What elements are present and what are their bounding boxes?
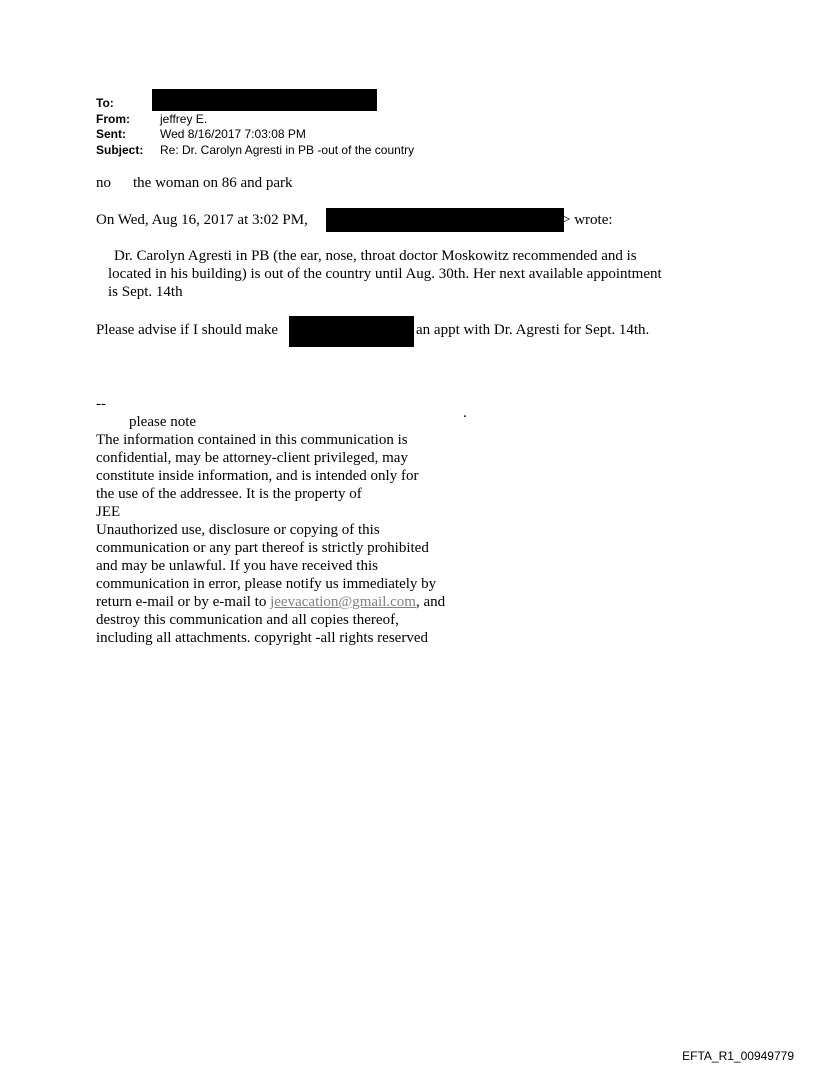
disclaimer-line: JEE bbox=[96, 504, 121, 520]
disclaimer-line: Unauthorized use, disclosure or copying of this bbox=[96, 522, 380, 538]
sent-value: Wed 8/16/2017 7:03:08 PM bbox=[160, 127, 306, 141]
subject-value: Re: Dr. Carolyn Agresti in PB -out of the country bbox=[160, 143, 415, 157]
quoted-line: Dr. Carolyn Agresti in PB (the ear, nose, throat doctor Moskowitz recommended and is bbox=[114, 248, 637, 264]
document-id: EFTA_R1_00949779 bbox=[682, 1049, 794, 1063]
quoted-line: located in his building) is out of the country until Aug. 30th. Her next available appointment bbox=[108, 266, 662, 282]
disclaimer-line: communication or any part thereof is strictly prohibited bbox=[96, 540, 429, 556]
sent-label: Sent: bbox=[96, 127, 126, 141]
disclaimer-line: including all attachments. copyright -all rights reserved bbox=[96, 630, 428, 646]
from-label: From: bbox=[96, 112, 130, 126]
signature-please-note: please note bbox=[129, 414, 197, 430]
disclaimer-line: destroy this communication and all copies thereof, bbox=[96, 612, 399, 628]
disclaimer-email-after: , and bbox=[415, 594, 446, 610]
quoted-message bbox=[108, 247, 662, 301]
email-link[interactable]: jeevacation@gmail.com bbox=[270, 594, 416, 610]
quote-intro: On Wed, Aug 16, 2017 at 3:02 PM, bbox=[96, 212, 308, 228]
advise-before: Please advise if I should make bbox=[96, 322, 279, 338]
signature-dashes: -- bbox=[96, 396, 106, 412]
disclaimer-line: constitute inside information, and is intended only for bbox=[96, 468, 419, 484]
reply-no: no bbox=[96, 175, 111, 191]
signature-disclaimer bbox=[96, 431, 445, 647]
reply-text: the woman on 86 and park bbox=[133, 175, 293, 191]
disclaimer-line: the use of the addressee. It is the property of bbox=[96, 486, 362, 502]
from-value: jeffrey E. bbox=[160, 112, 208, 126]
disclaimer-email-before: return e-mail or by e-mail to bbox=[96, 594, 267, 610]
redaction-sender bbox=[326, 208, 564, 232]
quoted-line: is Sept. 14th bbox=[108, 284, 183, 300]
disclaimer-line: confidential, may be attorney-client privileged, may bbox=[96, 450, 408, 466]
disclaimer-line: and may be unlawful. If you have received this bbox=[96, 558, 378, 574]
disclaimer-email-line bbox=[96, 593, 445, 611]
to-label: To: bbox=[96, 96, 114, 110]
redaction-recipient bbox=[152, 89, 377, 111]
subject-label: Subject: bbox=[96, 143, 144, 157]
disclaimer-line: communication in error, please notify us immediately by bbox=[96, 576, 437, 592]
advise-after: an appt with Dr. Agresti for Sept. 14th. bbox=[416, 322, 650, 338]
redaction-name bbox=[289, 316, 414, 347]
signature-dot: . bbox=[463, 405, 467, 421]
quote-wrote: > wrote: bbox=[562, 212, 613, 228]
disclaimer-line: The information contained in this communication is bbox=[96, 432, 408, 448]
